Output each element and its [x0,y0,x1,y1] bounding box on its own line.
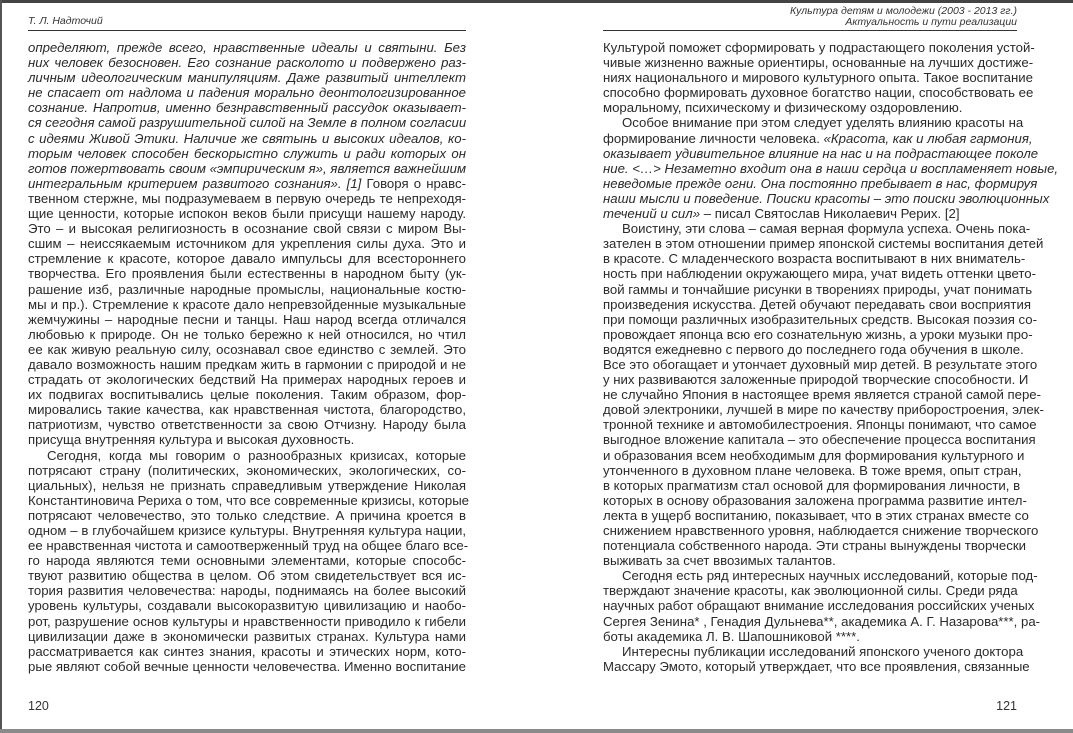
text-line [603,130,1033,146]
body-text: при помощи различных изобразительных средств. Высокая поэзия со- [603,311,1038,327]
text-line [28,492,470,508]
body-text: рашение изб, различные народные промыслы, национальные костю- [28,281,466,297]
running-header-left [28,8,466,31]
text-line [28,266,466,281]
text-line [603,115,1024,131]
text-line [603,236,1044,252]
body-text: одном – в глубочайшем кризисе культуры. Внутренняя культура нации, [28,523,466,538]
body-text: патриотизм, чувство ответственности за свою Отчизну. Народу была [28,417,466,433]
text-line [28,85,466,100]
body-text: боты академика Л. В. Шапошниковой ****. [603,628,860,644]
text-line [603,417,1037,433]
quote-text: готов пожертвовать своим «эмпирическим я», является важнейшим [28,160,466,176]
text-line [603,175,1038,191]
body-text: провождает японца всю его сознательную жизнь, а уроки музыки про- [603,326,1033,342]
right-page-body [603,40,1059,674]
text-line [603,326,1033,342]
quote-text: оказывает удивительное влияние на нас и на подрастающее поколе [603,145,1039,161]
text-line [28,523,466,538]
text-line [28,131,466,146]
quote-text: ся сегодня самой разрушительной силой на Земле в полном согласии [28,115,467,131]
text-line [603,311,1038,327]
text-line [603,432,1036,448]
text-line [28,598,466,613]
text-line [28,659,466,674]
text-line [603,190,1050,206]
text-line [28,432,466,447]
text-line [603,402,1044,418]
page-number: 121 [996,699,1017,713]
body-text: го народа являются теми основными элементами, которые способс- [28,553,466,569]
body-text: ее как живую реальную силу, осознавал свое единство с землей. Это [28,341,466,357]
body-text: творчества. Его проявления были естественны в народном быту (ук- [28,266,466,282]
text-line [603,221,1031,237]
quote-text: сознание. Напротив, именно безнравственный рассудок оказывает- [28,100,466,116]
body-text: твуют развитию общества в целом. Об этом свидетельствует вся ис- [28,568,466,584]
body-text: сшим – неиссякаемым источником для укрепления силы духа. Это и [28,236,466,252]
text-line [28,614,466,629]
quote-text: интегральным критерием развитого сознания». [1] [28,175,362,191]
text-line [28,372,466,387]
left-page-body [28,40,470,674]
text-line [603,341,1024,357]
body-text: формирование личности человека. [603,130,824,146]
body-text: Сергея Зенина* , Генадия Дульнева**, академика А. Г. Назарова***, ра- [603,613,1041,629]
body-text: рот, разрушение основ культуры и нравственности приводило к гибели [28,613,466,629]
text-line [603,538,1026,554]
body-text: давало возможность нашим предкам жить в гармонии с природой и не [28,356,466,372]
text-line [28,448,466,463]
quote-text: с идеями Живой Этики. Наличие же святынь и высоких идеалов, ко- [28,130,466,146]
body-text: Это – и высокая религиозность в осознание свой связи с миром Вы- [28,221,466,237]
text-line [603,553,1017,568]
text-line [603,85,1034,101]
body-text: Сегодня, когда мы говорим о разнообразных кризисах, которые [47,447,466,463]
text-line [28,161,466,176]
text-line [603,40,1035,55]
body-text: Интересны публикации исследований японского ученого доктора [622,643,1024,659]
body-text: лекта в ущерб воспитанию, показывает, что в этих странах вместе со [603,507,1029,523]
text-line [603,296,1031,312]
text-line [28,115,466,130]
text-line [28,417,466,432]
text-line [28,644,466,659]
body-text: выгодное вложение капитала – это обеспечение процесса воспитания [603,432,1036,448]
quote-text: ние. <…> Незаметно входит она в наши сердца и воспламеняет новые, [603,160,1059,176]
text-line [603,206,1017,221]
text-line [28,297,466,312]
body-text: у них развиваются заложенные природой творческие способности. И [603,372,1029,388]
text-line [603,70,1033,86]
body-text: способно формировать духовное богатство нации, способствовать ее [603,85,1034,101]
header-title: Культура детям и молодежи (2003 - 2013 гг.) [790,5,1017,17]
text-line [603,462,1022,478]
text-line [28,251,466,266]
body-text: потенциала собственного народа. Эти страны вынуждены творчески [603,538,1026,554]
body-text: Константиновича Рериха о том, что все современные кризисы, которые [28,492,470,508]
text-line [603,477,1021,493]
body-text: рые являют собой вечные ценности человечества. Именно воспитание [28,658,466,674]
text-line [28,478,466,493]
quote-text: наши мысли и поведение. Поиски красоты – это поиски эволюционных [603,190,1050,206]
body-text: тверждают значение красоты, как эволюционной силы. Среди ряда [603,583,1018,599]
text-line [603,387,1042,403]
text-line [28,55,466,70]
page-number: 120 [28,699,49,713]
bottom-border [0,729,1073,733]
text-line [28,70,466,85]
body-text: мировались такие качества, как нравственная чистота, благородство, [28,402,466,418]
body-text: которых в основу образования заложена программа развитие интел- [603,492,1027,508]
running-header-right [603,6,1017,31]
body-text: научных работ обращают внимание исследования российских ученых [603,598,1035,614]
text-line [603,145,1039,161]
quote-text: личным идеологическим манипуляциям. Даже развитый интеллект [28,70,466,86]
text-line [603,492,1027,508]
body-text: их подвигах воспитывались целые поколения. Таким образом, фор- [28,387,466,403]
text-line [603,629,1017,644]
body-text: жемчужины – народные песни и танцы. Наш народ всегда отличался [28,311,466,327]
text-line [603,55,1034,71]
text-line [28,327,466,342]
body-text: ее нравственная чистота и самоотверженный труд на общее благо все- [28,538,469,554]
body-text: зателен в этом отношении пример японской системы воспитания детей [603,236,1044,252]
body-text: рассматривается как синтез знания, красоты и этических норм, кото- [28,643,466,659]
author-name: Т. Л. Надточий [28,15,103,27]
text-line [28,463,466,478]
text-line [603,266,1037,282]
text-line [603,658,1030,674]
body-text: любовью к природе. Он не только бережно к ней относился, но чтил [28,326,466,342]
text-line [603,507,1029,523]
body-text: циальных), нельзя не признать справедливым утверждение Николая [28,477,466,493]
text-line [603,583,1017,598]
body-text: уровень культуры, создавали высокоразвитую цивилизацию и наобо- [28,598,466,614]
quote-text: торым человек способен бескорыстно служить и ради которых он [28,145,466,161]
left-page [28,0,470,733]
text-line [603,598,1035,614]
body-text: Культурой поможет сформировать у подрастающего поколения устой- [603,40,1035,55]
text-line [28,146,466,161]
body-text: твенном стержне, мы подразумеваем в первую очередь те непреходя- [28,190,466,206]
body-text: ность при наблюдении окружающего мира, учат видеть оттенки цвето- [603,266,1037,282]
text-line [28,629,466,644]
right-page [603,0,1059,733]
body-text: моральному, психическому и физическому оздоровлению. [603,100,963,116]
quote-text: них человек безосновен. Его сознание расколото и подвержено раз- [28,55,466,71]
text-line [603,523,1039,538]
header-subtitle: Актуальность и пути реализации [845,16,1017,28]
body-text: снижением нравственного уровня, наблюдается снижение творческого [603,523,1039,538]
left-border [0,0,2,733]
body-text: водятся ежедневно с первого до последнего года обучения в школе. [603,341,1024,357]
text-line [28,553,466,568]
body-text: присуща внутренняя культура и высокая духовность. [28,432,355,448]
body-text: Сегодня есть ряд интересных научных исследований, которые под- [622,568,1038,584]
text-line [28,508,466,523]
text-line [28,312,466,327]
text-line [28,176,466,191]
body-text: потрясают человечество, это только следствие. А причина кроется в [28,507,466,523]
body-text: ниях национального и мирового культурного опыта. Такое воспитание [603,70,1033,86]
text-line [603,281,1033,297]
quote-text: «Красота, как и любая гармония, [823,130,1033,146]
text-line [603,613,1041,629]
text-line [28,100,466,115]
body-text: чивые жизненно важные ориентиры, основанные на лучших достиже- [603,55,1034,71]
body-text: щие ценности, которые испокон веков были присущи нашему народу. [28,206,466,222]
text-line [603,568,1038,584]
text-line [603,356,1038,372]
quote-text: течений и сил» [603,206,701,222]
body-text: Особое внимание при этом следует уделять влиянию красоты на [622,115,1024,131]
body-text: потрясают страну (политических, экономических, экологических, со- [28,462,466,478]
text-line [28,282,466,297]
body-text: вой гаммы и тончайшие рисунки в творениях природы, учат понимать [603,281,1033,297]
text-line [28,357,466,372]
quote-text: не спасает от надлома и падения морально деонтологизированное [28,85,466,101]
text-line [28,40,466,55]
body-text: стремление к красоте, которое давало импульсы для всестороннего [28,251,466,267]
body-text: тория развития человечества: народы, поднимаясь на более высокий [28,583,466,599]
body-text: Говоря о нравс- [361,175,466,191]
body-text: утонченного в духовном плане человека. В тоже время, опыт стран, [603,462,1022,478]
body-text: Воистину, эти слова – самая верная формула успеха. Очень пока- [622,221,1031,237]
body-text: – писал Святослав Николаевич Рерих. [2] [700,206,960,222]
text-line [28,387,466,402]
text-line [603,372,1029,388]
text-line [603,160,1059,176]
quote-text: определяют, прежде всего, нравственные идеалы и святыни. Без [28,40,466,55]
body-text: выживать за счет ввозимых талантов. [603,553,836,569]
body-text: страдать от экологических бедствий На примерах народных героев и [28,372,466,388]
body-text: и образования всем необходимым для формирования культурного и [603,447,1025,463]
text-line [603,643,1024,659]
body-text: цивилизации даже в экономически развитых странах. Культура нами [28,628,466,644]
text-line [28,221,466,236]
quote-text: неведомые прежде огни. Она постоянно пребывает в нас, формируя [603,175,1038,191]
text-line [28,191,466,206]
text-line [603,447,1025,463]
body-text: тронной технике и автомобилестроения. Японцы понимают, что самое [603,417,1037,433]
body-text: мы и пр.). Стремление к красоте дало непревзойденные музыкальные [28,296,466,312]
body-text: в красоте. С младенческого возраста воспитывают в них вниматель- [603,251,1026,267]
text-line [28,402,466,417]
text-line [28,568,466,583]
body-text: Все это обогащает и утончает духовный мир детей. В результате этого [603,356,1038,372]
text-line [28,236,466,251]
text-line [28,206,466,221]
body-text: довой электроники, лучшей в мире по качеству приборостроения, элек- [603,402,1044,418]
body-text: произведения искусства. Детей обучают передавать свои восприятия [603,296,1031,312]
body-text: не случайно Япония в настоящее время является страной самой пере- [603,387,1042,403]
text-line [28,538,469,554]
body-text: в которых прагматизм стал основой для формирования личности, в [603,477,1021,493]
text-line [603,251,1026,267]
text-line [28,583,466,598]
text-line [28,342,466,357]
text-line [603,100,1017,115]
body-text: Массару Эмото, который утверждает, что все проявления, связанные [603,658,1030,674]
